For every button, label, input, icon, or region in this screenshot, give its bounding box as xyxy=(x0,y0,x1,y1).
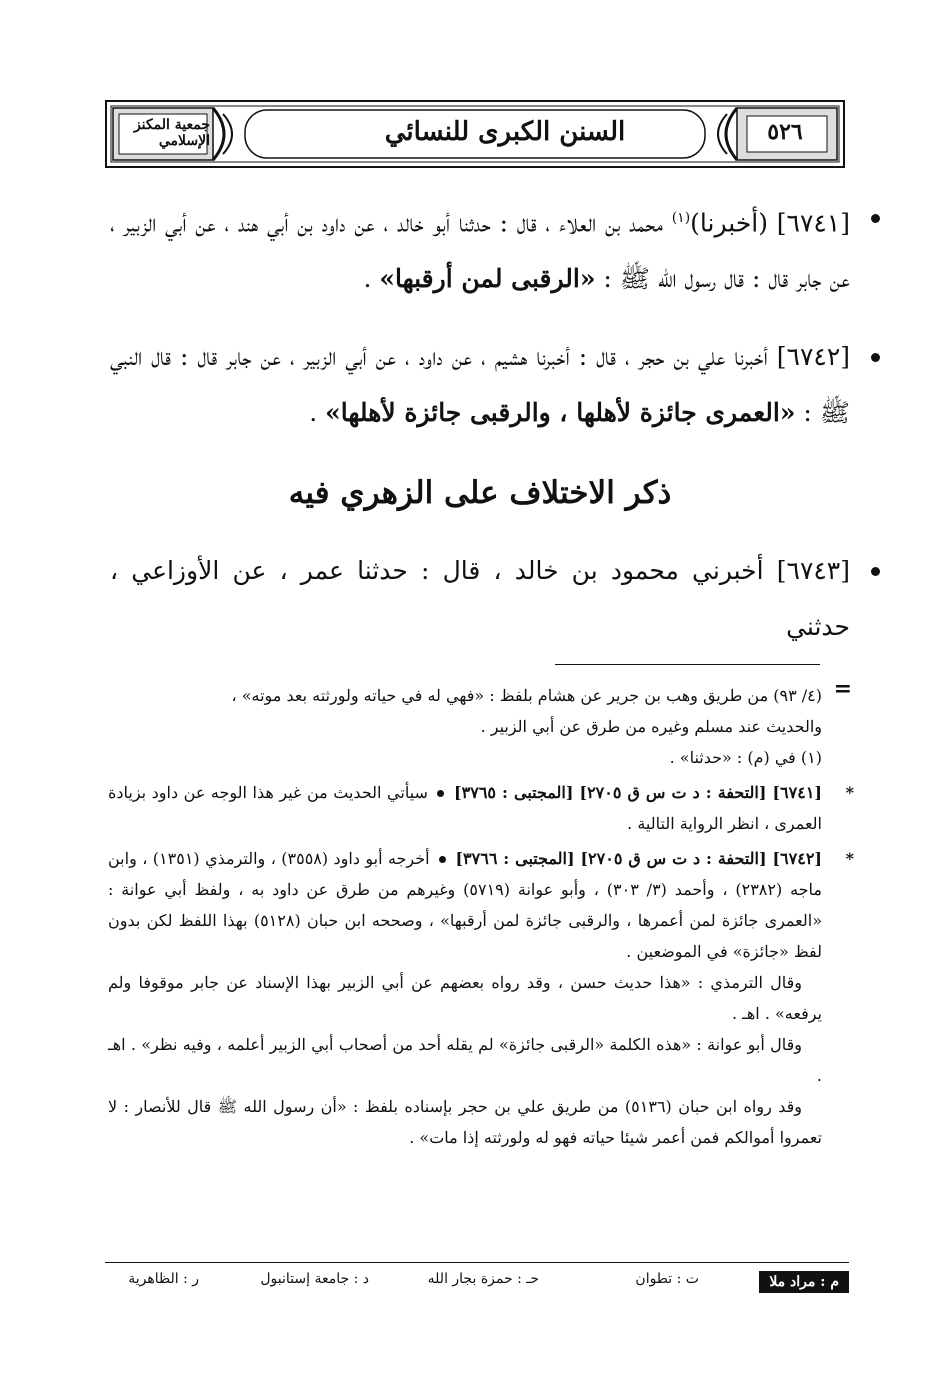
hadith-6742 xyxy=(110,329,850,441)
hadith-number: [٦٧٤٢] xyxy=(776,342,851,372)
manuscript-r: ر : الظاهرية xyxy=(128,1271,199,1287)
bullet-icon xyxy=(437,790,444,797)
hadith-6743 xyxy=(110,543,850,655)
star-icon: * xyxy=(845,783,854,802)
continuation-line: والحديث عند مسلم وغيره من طرق عن أبي الزبير . xyxy=(480,717,822,736)
hadith-text: (أخبرنا) xyxy=(690,208,768,238)
manuscript-t: ت : تطوان xyxy=(635,1271,699,1287)
note-6741 xyxy=(108,777,854,839)
hadith-matn: «الرقبى لمن أرقبها» xyxy=(379,264,596,294)
header-emblem: جمعية المكنز الإسلامي xyxy=(133,117,210,149)
footnote-marker: (١) xyxy=(671,210,691,226)
manuscript-key xyxy=(105,1268,849,1296)
hadith-text: محمد بن العلاء ، قال : حدثنا أبو خالد ، عن داود بن أبي هند ، عن أبي الزبير ، عن جابر قال : قال رسول الله ﷺ : xyxy=(110,208,850,294)
hadith-end: . xyxy=(363,264,372,294)
bullet-icon xyxy=(871,353,880,362)
hadith-end: . xyxy=(309,398,318,428)
bullet-icon xyxy=(439,856,446,863)
manuscript-m: م : مراد ملا xyxy=(759,1271,849,1293)
bullet-icon xyxy=(871,567,880,576)
note-text: أخرجه أبو داود (٣٥٥٨) ، والترمذي (١٣٥١) ، وابن ماجه (٢٣٨٢) ، وأحمد (٣/ ٣٠٣) ، وأبو عوانة (٥٧١٩) وغيرهم من طرق عن داود به ، ولفظ أبي عوانة : «العمرى جائزة لمن أعمرها ، والرقبى جائزة لمن أرقبها» ، وصححه ابن حبان (٥١٢٨) بهذا اللفظ لكن بدون لفظ «جائزة» في الموضعين . xyxy=(108,849,823,961)
hadith-6741 xyxy=(110,190,850,307)
book-title: السنن الكبرى للنسائي xyxy=(384,117,626,147)
continuation-mark: = xyxy=(833,676,852,702)
hadith-number: [٦٧٤١] xyxy=(776,208,850,238)
hadith-text: أخبرني محمود بن خالد ، قال : حدثنا عمر ، عن الأوزاعي ، حدثني xyxy=(110,556,850,642)
abu-awana-comment: وقال أبو عوانة : «هذه الكلمة «الرقبى جائزة» لم يقله أحد من أصحاب أبي الزبير أعلمه ، وفيه نظر» . اهـ . xyxy=(108,1035,822,1085)
ibn-hibban-comment: وقد رواه ابن حبان (٥١٣٦) من طريق علي بن حجر بإسناده بلفظ : «أن رسول الله ﷺ قال للأنصار : لا تعمروا أموالكم فمن أعمر شيئا حياته فهو له ولورثته إذا مات» . xyxy=(108,1097,822,1147)
main-text xyxy=(110,190,850,677)
note-6742 xyxy=(108,843,854,1153)
footnotes xyxy=(108,676,854,1157)
section-heading: ذكر الاختلاف على الزهري فيه xyxy=(288,475,672,512)
bullet-icon xyxy=(871,214,880,223)
footnote-continuation xyxy=(108,676,852,773)
page-header xyxy=(105,100,845,168)
note-text: سيأتي الحديث من غير هذا الوجه عن داود بزيادة العمرى ، انظر الرواية التالية . xyxy=(108,783,822,833)
footnote-1: (١) في (م) : «حدثنا» . xyxy=(669,748,822,767)
bottom-separator xyxy=(105,1262,849,1263)
hadith-text: أخبرنا علي بن حجر ، قال : أخبرنا هشيم ، عن داود ، عن أبي الزبير ، عن جابر قال : قال النبي ﷺ : xyxy=(110,342,850,428)
hadith-number: [٦٧٤٣] xyxy=(776,556,850,586)
hadith-matn: «العمرى جائزة لأهلها ، والرقبى جائزة لأهلها» xyxy=(325,398,796,428)
manuscript-h: حـ : حمزة بجار الله xyxy=(427,1271,539,1287)
tirmidhi-comment: وقال الترمذي : «هذا حديث حسن ، وقد رواه بعضهم عن أبي الزبير بهذا الإسناد عن جابر موقوفا ولم يرفعه» . اهـ . xyxy=(108,973,822,1023)
star-icon: * xyxy=(845,849,854,868)
note-reference: [٦٧٤٢] [التحفة : د ت س ق ٢٧٠٥] [المجتبى : ٣٧٦٦] xyxy=(455,849,822,868)
continuation-line: (٤/ ٩٣) من طريق وهب بن جرير عن هشام بلفظ : «فهي له في حياته ولورثته بعد موته» ، xyxy=(231,686,822,705)
page-number: ٥٢٦ xyxy=(767,119,803,145)
footnote-separator xyxy=(555,664,820,665)
manuscript-d: د : جامعة إستانبول xyxy=(260,1271,369,1287)
note-reference: [٦٧٤١] [التحفة : د ت س ق ٢٧٠٥] [المجتبى : ٣٧٦٥] xyxy=(454,783,822,802)
